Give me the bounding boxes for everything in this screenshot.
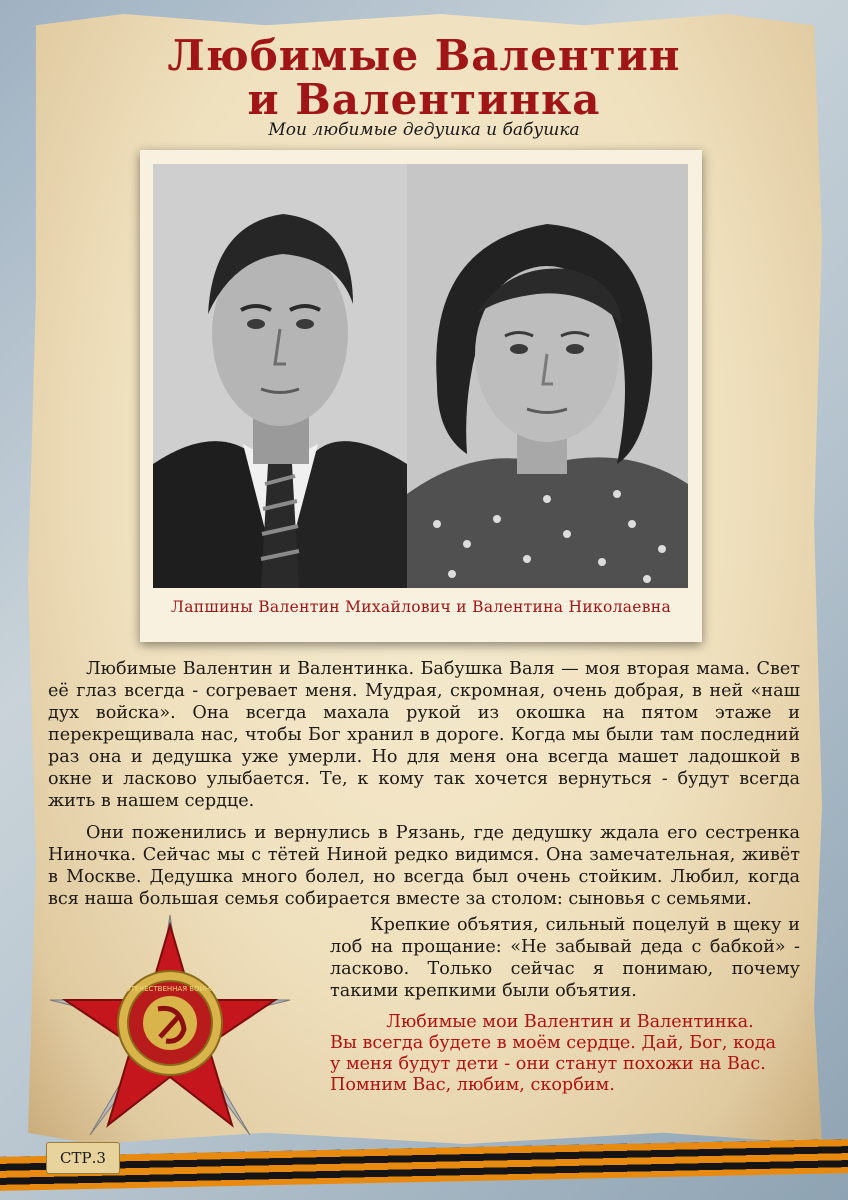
paragraph-1: Любимые Валентин и Валентинка. Бабушка Валя — моя вторая мама. Свет её глаз всегда - согревает меня. Мудрая, скромная, очень добрая, в ней «наш дух войска». Она всегда махала рукой из окошка на пятом этаже и перекрещивала нас, чтобы Бог хранил в дороге. Когда мы были там последний раз она и дедушка уже умерли. Но для меня она всегда машет ладошкой в окне и ласково улыбается. Те, к кому так хочется вернуться - будут всегда жить в нашем сердце. [48,659,800,811]
page-subtitle: Мои любимые дедушка и бабушка [268,120,580,140]
closing-line-3: у меня будут дети - они станут похожи на Вас. [330,1054,766,1074]
medal-inscription: ОТЕЧЕСТВЕННАЯ ВОЙНА [125,985,215,993]
paragraph-2: Они поженились и вернулись в Рязань, где дедушку ждала его сестренка Ниночка. Сейчас мы с тётей Ниной редко видимся. Она замечательная, живёт в Москве. Дедушка много болел, но всегда был очень стойким. Любил, когда вся наша большая семья собирается вместе за столом: сыновья с семьями. [48,823,800,909]
closing-line-2: Вы всегда будете в моём сердце. Дай, Бог, кода [330,1033,777,1053]
photo-frame [140,150,702,642]
photo-caption: Лапшины Валентин Михайлович и Валентина Николаевна [171,598,671,616]
order-of-patriotic-war-medal-icon [40,905,300,1145]
paragraph-3: Крепкие объятия, сильный поцелуй в щеку и лоб на прощание: «Не забывай деда с бабкой» - ласково. Только сейчас я понимаю, почему такими крепкими были объятия. [330,915,800,1001]
closing-dedication [330,1012,810,1096]
grandfather-photo [153,164,407,588]
closing-line-4: Помним Вас, любим, скорбим. [330,1075,615,1095]
st-george-ribbon [0,1139,848,1191]
page-title-line-1: Любимые Валентин [167,31,681,80]
closing-line-1: Любимые мои Валентин и Валентинка. [386,1012,754,1032]
grandmother-photo [407,164,688,588]
page-number-badge: СТР.3 [46,1142,120,1174]
page-title-line-2: и Валентинка [247,75,601,124]
